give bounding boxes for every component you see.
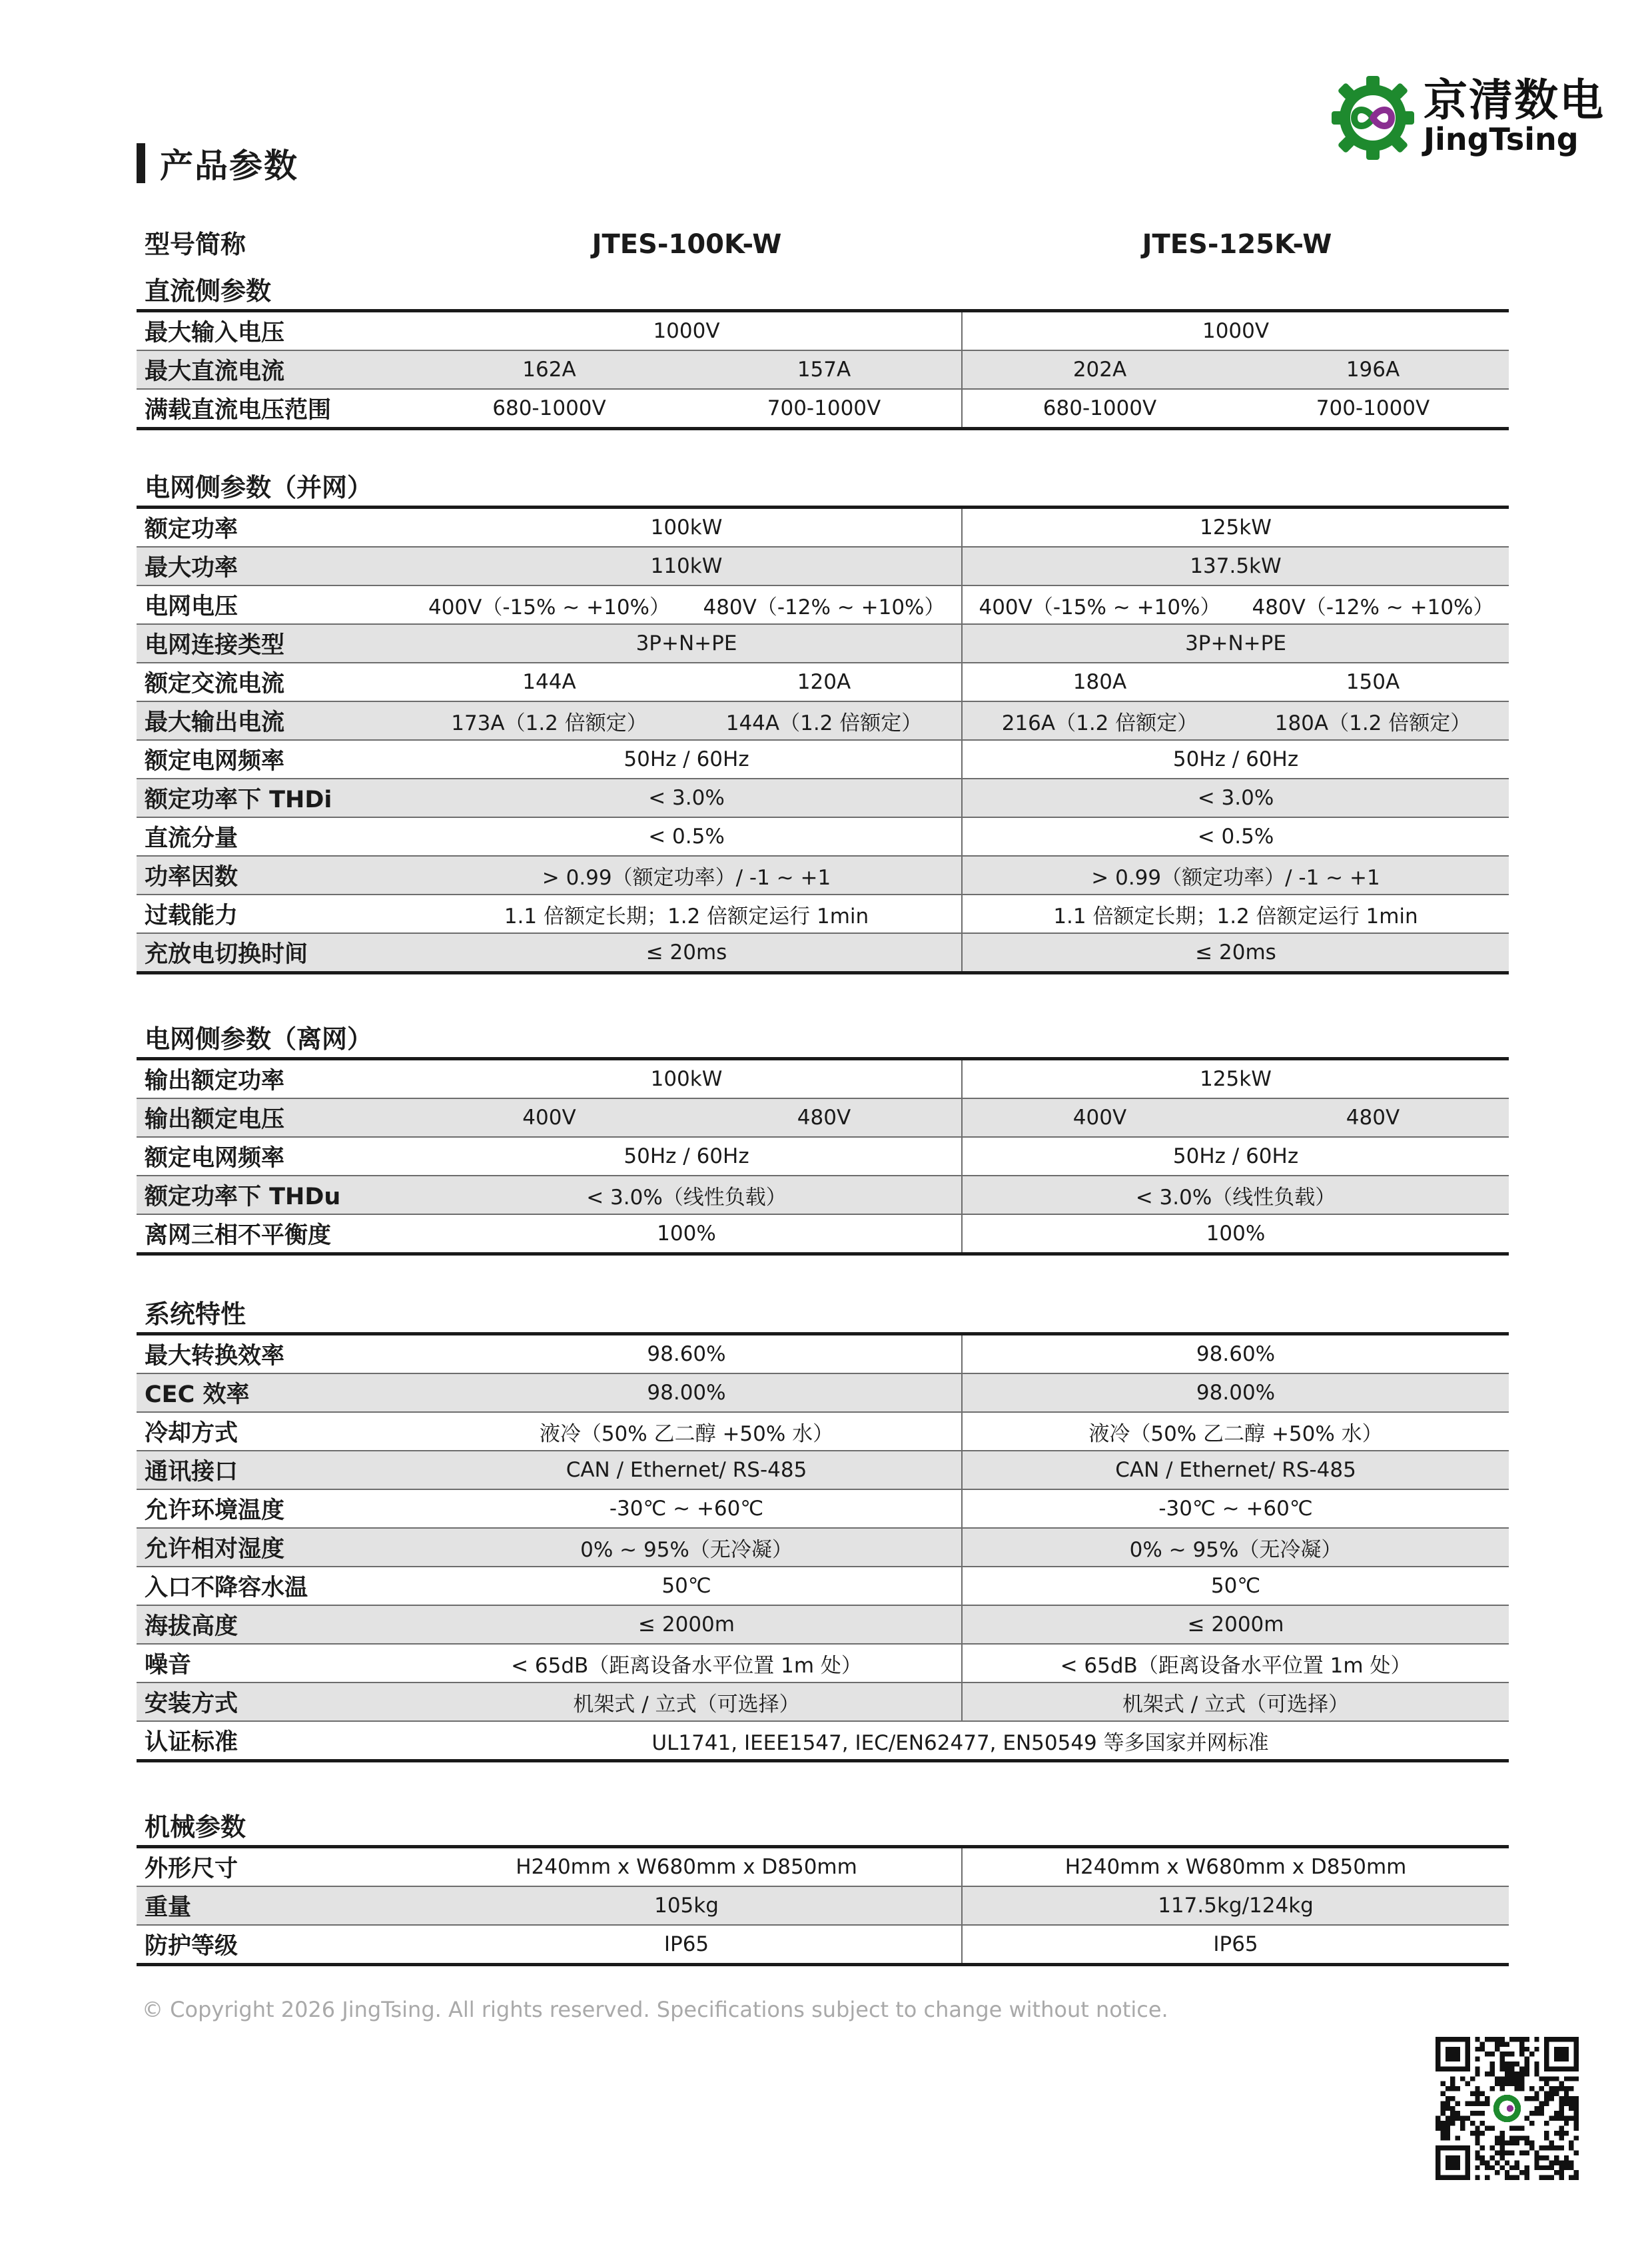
value-cell: > 0.99（额定功率）/ -1 ~ +1 [412,856,962,895]
spec-table [137,1332,1509,1762]
value-cell: < 0.5% [412,817,962,856]
table-row [137,1098,1509,1137]
value-cell: 液冷（50% 乙二醇 +50% 水） [412,1412,962,1451]
table-row [137,740,1509,779]
table-row [137,895,1509,933]
table-row [137,508,1509,548]
copyright-text: © Copyright 2026 JingTsing. All rights reserved. Specifications subject to change without notice. [142,1997,1168,2022]
value-cell: H240mm x W680mm x D850mm [962,1847,1509,1887]
page-title [137,143,298,184]
section-mechanical [137,1806,1509,1966]
value-cell: 50Hz / 60Hz [962,1137,1509,1176]
value-cell: 机架式 / 立式（可选择） [412,1682,962,1721]
table-row [137,311,1509,351]
model-header [137,224,1509,264]
row-label: 认证标准 [137,1721,412,1761]
value-cell: 50℃ [962,1567,1509,1605]
table-row [137,1528,1509,1567]
table-row [137,933,1509,973]
value-cell: -30℃ ~ +60℃ [962,1489,1509,1528]
value-cell: 680-1000V [412,389,687,429]
table-row [137,1567,1509,1605]
table-row [137,1373,1509,1412]
row-label: 额定电网频率 [137,740,412,779]
brand-logo [1329,75,1605,161]
model-a-name: JTES-100K-W [592,229,782,260]
value-cell: 105kg [412,1886,962,1925]
table-row [137,585,1509,624]
row-label: 满载直流电压范围 [137,389,412,429]
row-label: 最大直流电流 [137,350,412,389]
value-cell: 100kW [412,508,962,548]
section-title: 机械参数 [145,1812,246,1842]
qr-code-icon [1436,2037,1579,2183]
section-system [137,1294,1509,1762]
row-label: 额定交流电流 [137,663,412,701]
value-cell: 150A [1237,663,1509,701]
value-cell: 480V [687,1098,962,1137]
row-label: 防护等级 [137,1925,412,1965]
spec-table [137,506,1509,974]
page-title-text: 产品参数 [160,147,298,185]
row-label: 允许相对湿度 [137,1528,412,1567]
table-row [137,856,1509,895]
row-label: 离网三相不平衡度 [137,1214,412,1254]
value-cell: 125kW [962,508,1509,548]
value-cell: < 0.5% [962,817,1509,856]
row-label: 海拔高度 [137,1605,412,1644]
row-label: 安装方式 [137,1682,412,1721]
section-title: 直流侧参数 [145,276,272,306]
row-label: 最大输出电流 [137,701,412,740]
table-row [137,350,1509,389]
table-row [137,1847,1509,1887]
model-label: 型号简称 [145,230,246,259]
value-cell: 1000V [962,311,1509,351]
section-title: 系统特性 [145,1300,246,1329]
value-cell: UL1741, IEEE1547, IEC/EN62477, EN50549 等多国家并网标准 [412,1721,1509,1761]
row-label: 最大功率 [137,547,412,585]
value-cell: 700-1000V [687,389,962,429]
row-label: 重量 [137,1886,412,1925]
brand-name-cn: 京清数电 [1424,75,1605,126]
value-cell: 120A [687,663,962,701]
value-cell: 202A [962,350,1237,389]
value-cell: 216A（1.2 倍额定） [962,701,1237,740]
spec-table [137,1845,1509,1966]
table-row [137,389,1509,429]
value-cell: 0% ~ 95%（无冷凝） [962,1528,1509,1567]
table-row [137,1886,1509,1925]
value-cell: 180A（1.2 倍额定） [1237,701,1509,740]
table-row [137,1214,1509,1254]
value-cell: 100% [962,1214,1509,1254]
value-cell: 173A（1.2 倍额定） [412,701,687,740]
jingtsing-logo-icon [1329,75,1417,161]
table-row [137,701,1509,740]
table-row [137,1682,1509,1721]
row-label: 最大输入电压 [137,311,412,351]
value-cell: 110kW [412,547,962,585]
value-cell: < 3.0% [412,779,962,817]
value-cell: 400V [962,1098,1237,1137]
value-cell: < 3.0% [962,779,1509,817]
value-cell: ≤ 2000m [962,1605,1509,1644]
value-cell: 3P+N+PE [962,624,1509,663]
value-cell: < 3.0%（线性负载） [412,1176,962,1214]
table-row [137,779,1509,817]
row-label: 入口不降容水温 [137,1567,412,1605]
row-label: 充放电切换时间 [137,933,412,973]
value-cell: 196A [1237,350,1509,389]
row-label: 噪音 [137,1644,412,1682]
brand-name-en: JingTsing [1424,121,1579,157]
value-cell: 98.60% [962,1334,1509,1374]
value-cell: 1.1 倍额定长期；1.2 倍额定运行 1min [962,895,1509,933]
value-cell: ≤ 20ms [962,933,1509,973]
model-b-name: JTES-125K-W [1142,229,1332,260]
value-cell: 50Hz / 60Hz [412,740,962,779]
value-cell: 162A [412,350,687,389]
table-row [137,1451,1509,1489]
value-cell: < 3.0%（线性负载） [962,1176,1509,1214]
value-cell: 480V（-12% ~ +10%） [1237,585,1509,624]
value-cell: < 65dB（距离设备水平位置 1m 处） [962,1644,1509,1682]
section-title: 电网侧参数（离网） [145,1024,373,1054]
value-cell: 1.1 倍额定长期；1.2 倍额定运行 1min [412,895,962,933]
table-row [137,1176,1509,1214]
table-row [137,1489,1509,1528]
value-cell: < 65dB（距离设备水平位置 1m 处） [412,1644,962,1682]
row-label: 输出额定功率 [137,1059,412,1099]
value-cell: ≤ 20ms [412,933,962,973]
value-cell: 117.5kg/124kg [962,1886,1509,1925]
row-label: 电网连接类型 [137,624,412,663]
value-cell: 144A（1.2 倍额定） [687,701,962,740]
section-grid-on [137,467,1509,974]
row-label: 最大转换效率 [137,1334,412,1374]
value-cell: CAN / Ethernet/ RS-485 [962,1451,1509,1489]
value-cell: 50Hz / 60Hz [962,740,1509,779]
table-row [137,817,1509,856]
table-row [137,624,1509,663]
value-cell: 400V（-15% ~ +10%） [962,585,1237,624]
table-row [137,1925,1509,1965]
row-label: CEC 效率 [137,1373,412,1412]
row-label: 输出额定电压 [137,1098,412,1137]
value-cell: 98.00% [412,1373,962,1412]
row-label: 外形尺寸 [137,1847,412,1887]
value-cell: IP65 [412,1925,962,1965]
value-cell: CAN / Ethernet/ RS-485 [412,1451,962,1489]
value-cell: 680-1000V [962,389,1237,429]
row-label: 过载能力 [137,895,412,933]
value-cell: 0% ~ 95%（无冷凝） [412,1528,962,1567]
value-cell: 400V（-15% ~ +10%） [412,585,687,624]
value-cell: 100% [412,1214,962,1254]
value-cell: 180A [962,663,1237,701]
table-row [137,547,1509,585]
value-cell: 液冷（50% 乙二醇 +50% 水） [962,1412,1509,1451]
value-cell: -30℃ ~ +60℃ [412,1489,962,1528]
row-label: 通讯接口 [137,1451,412,1489]
value-cell: 机架式 / 立式（可选择） [962,1682,1509,1721]
table-row [137,1059,1509,1099]
value-cell: 50Hz / 60Hz [412,1137,962,1176]
row-label: 额定功率下 THDu [137,1176,412,1214]
spec-table [137,309,1509,430]
value-cell: 144A [412,663,687,701]
table-row [137,1644,1509,1682]
spec-table [137,1057,1509,1256]
table-row [137,663,1509,701]
section-title: 电网侧参数（并网） [145,473,373,502]
section-grid-off [137,1018,1509,1256]
row-label: 电网电压 [137,585,412,624]
value-cell: IP65 [962,1925,1509,1965]
value-cell: 157A [687,350,962,389]
table-row [137,1721,1509,1761]
section-dc-side [137,270,1509,430]
value-cell: 125kW [962,1059,1509,1099]
value-cell: 400V [412,1098,687,1137]
row-label: 允许环境温度 [137,1489,412,1528]
table-row [137,1412,1509,1451]
value-cell: H240mm x W680mm x D850mm [412,1847,962,1887]
value-cell: 3P+N+PE [412,624,962,663]
value-cell: 137.5kW [962,547,1509,585]
table-row [137,1137,1509,1176]
value-cell: 98.00% [962,1373,1509,1412]
value-cell: 98.60% [412,1334,962,1374]
title-accent-bar [137,143,145,183]
row-label: 额定功率下 THDi [137,779,412,817]
row-label: 额定功率 [137,508,412,548]
row-label: 功率因数 [137,856,412,895]
row-label: 冷却方式 [137,1412,412,1451]
value-cell: ≤ 2000m [412,1605,962,1644]
row-label: 额定电网频率 [137,1137,412,1176]
value-cell: 100kW [412,1059,962,1099]
value-cell: 700-1000V [1237,389,1509,429]
row-label: 直流分量 [137,817,412,856]
value-cell: > 0.99（额定功率）/ -1 ~ +1 [962,856,1509,895]
value-cell: 480V（-12% ~ +10%） [687,585,962,624]
value-cell: 50℃ [412,1567,962,1605]
table-row [137,1334,1509,1374]
table-row [137,1605,1509,1644]
value-cell: 1000V [412,311,962,351]
value-cell: 480V [1237,1098,1509,1137]
